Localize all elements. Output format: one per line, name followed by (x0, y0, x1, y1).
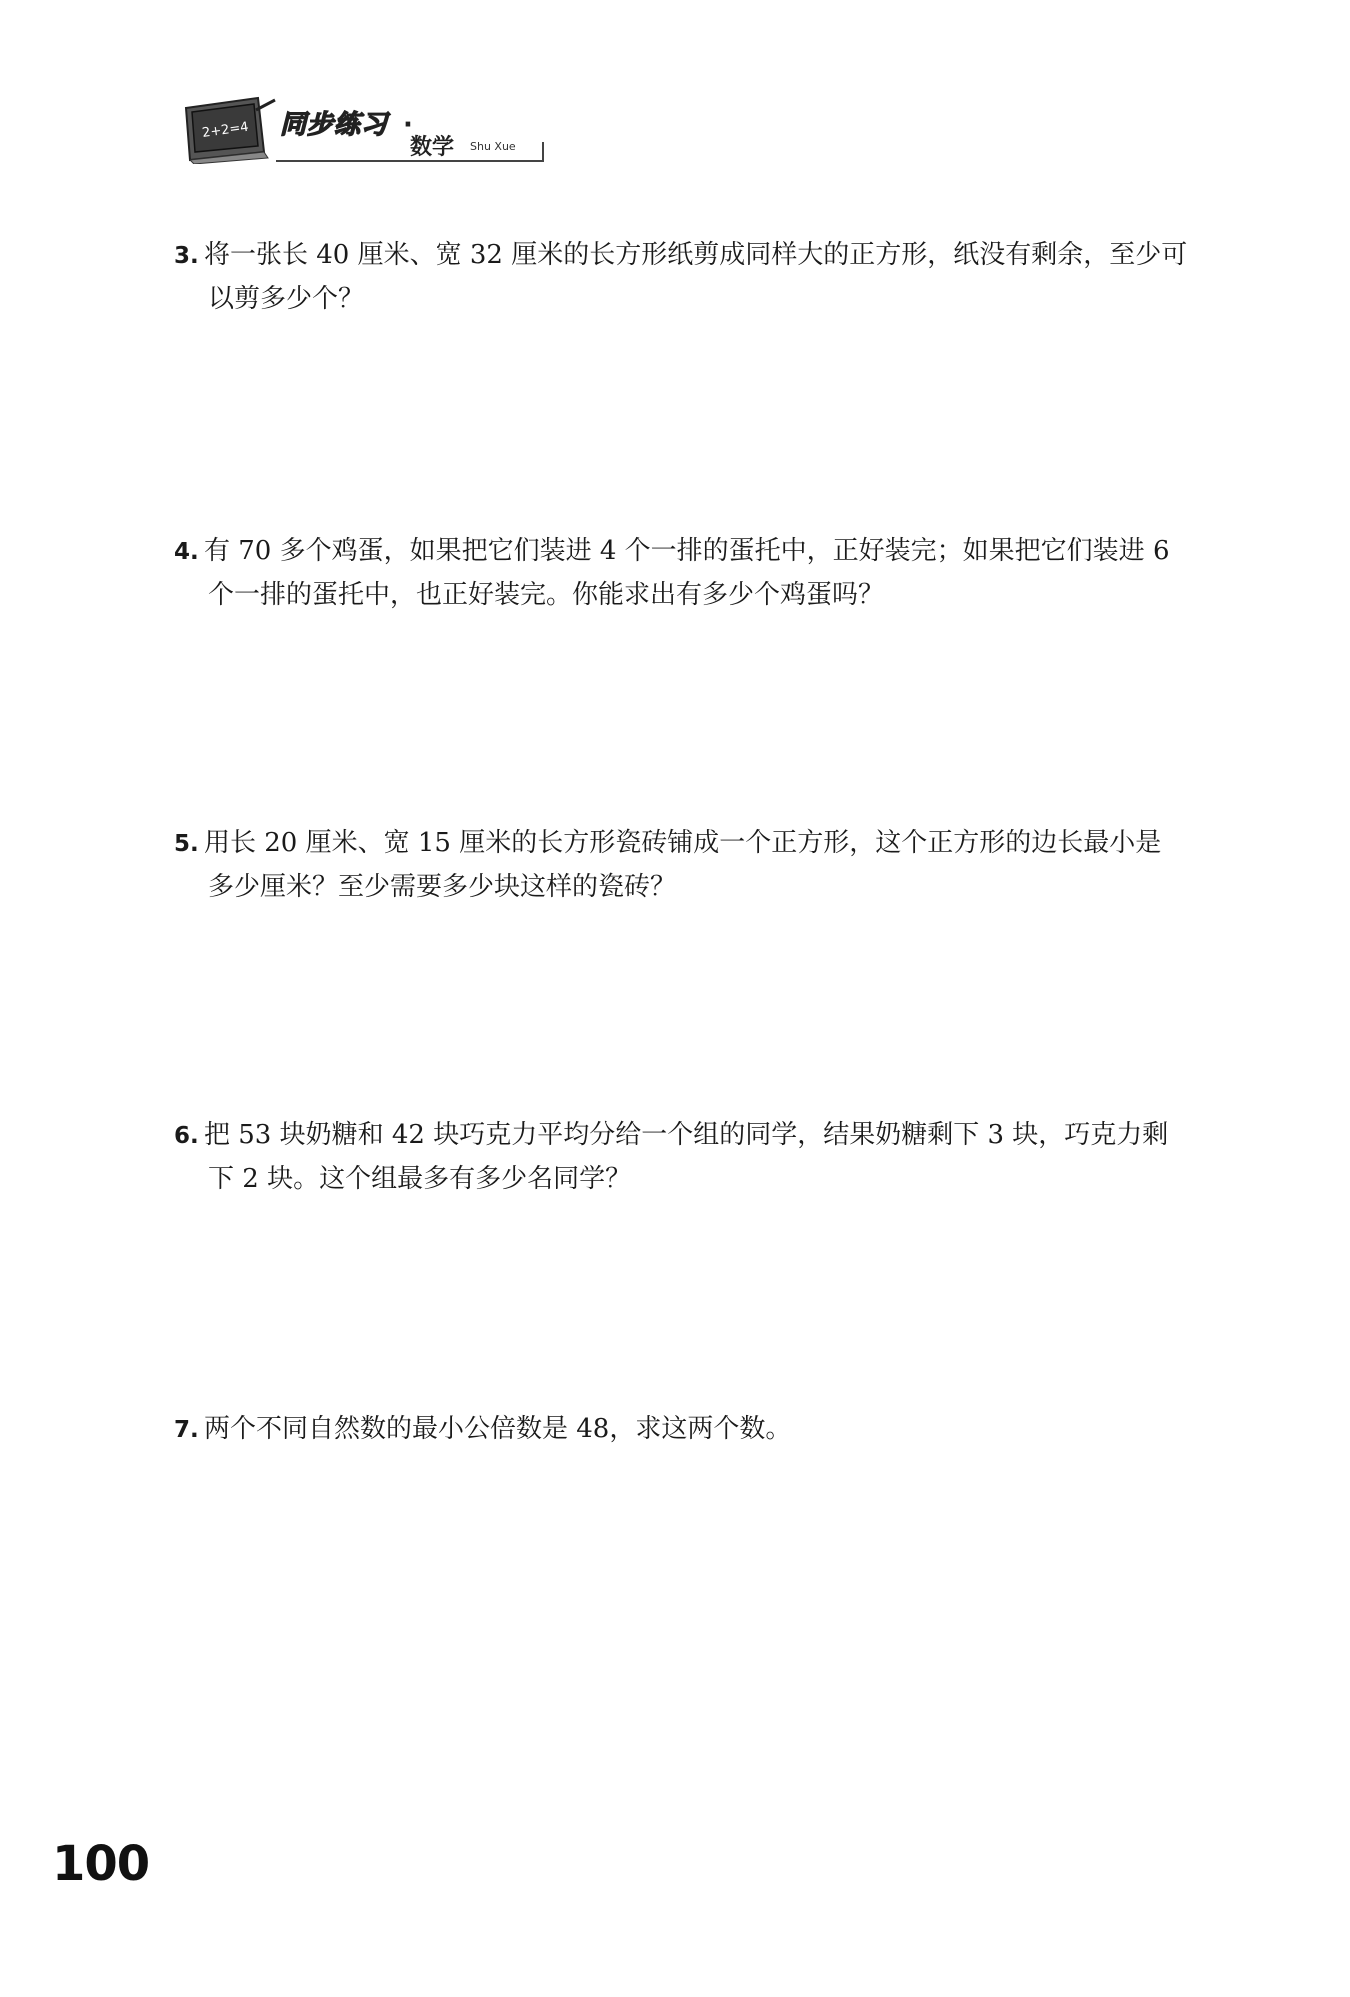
question-7 (174, 1408, 1244, 1452)
question-text: 个一排的蛋托中，也正好装完。你能求出有多少个鸡蛋吗？ (208, 580, 885, 610)
question-line (174, 530, 1244, 574)
title-dot: · (403, 110, 413, 140)
book-title: 同步练习 (280, 110, 389, 140)
question-text: 以剪多少个？ (208, 284, 365, 314)
question-text: 两个不同自然数的最小公倍数是 48，求这两个数。 (204, 1414, 792, 1444)
question-3 (174, 234, 1244, 321)
question-text: 把 53 块奶糖和 42 块巧克力平均分给一个组的同学，结果奶糖剩下 3 块，巧克力剩 (204, 1120, 1169, 1150)
board-text: 2+2=4 (201, 119, 250, 141)
question-text: 用长 20 厘米、宽 15 厘米的长方形瓷砖铺成一个正方形，这个正方形的边长最小是 (204, 828, 1162, 858)
question-text: 下 2 块。这个组最多有多少名同学？ (208, 1164, 632, 1194)
question-number: 4. (174, 539, 199, 565)
question-4 (174, 530, 1244, 617)
question-number: 7. (174, 1417, 199, 1443)
question-text: 多少厘米？至少需要多少块这样的瓷砖？ (208, 872, 677, 902)
question-line (174, 234, 1244, 278)
question-line (174, 1408, 1244, 1452)
question-6 (174, 1114, 1244, 1201)
subject-label: 数学 (410, 135, 455, 160)
question-number: 5. (174, 831, 199, 857)
subject-pinyin: Shu Xue (470, 140, 516, 153)
page-header (180, 84, 540, 164)
question-number: 6. (174, 1123, 199, 1149)
question-5 (174, 822, 1244, 909)
question-line (174, 1114, 1244, 1158)
question-text: 将一张长 40 厘米、宽 32 厘米的长方形纸剪成同样大的正方形，纸没有剩余，至少可 (204, 240, 1188, 270)
question-text: 有 70 多个鸡蛋，如果把它们装进 4 个一排的蛋托中，正好装完；如果把它们装进 6 (204, 536, 1170, 566)
question-line (174, 822, 1244, 866)
header-underline (276, 160, 544, 162)
page-number: 100 (52, 1836, 150, 1892)
question-number: 3. (174, 243, 199, 269)
chalkboard-icon (180, 94, 276, 164)
header-underline-end (542, 142, 544, 162)
